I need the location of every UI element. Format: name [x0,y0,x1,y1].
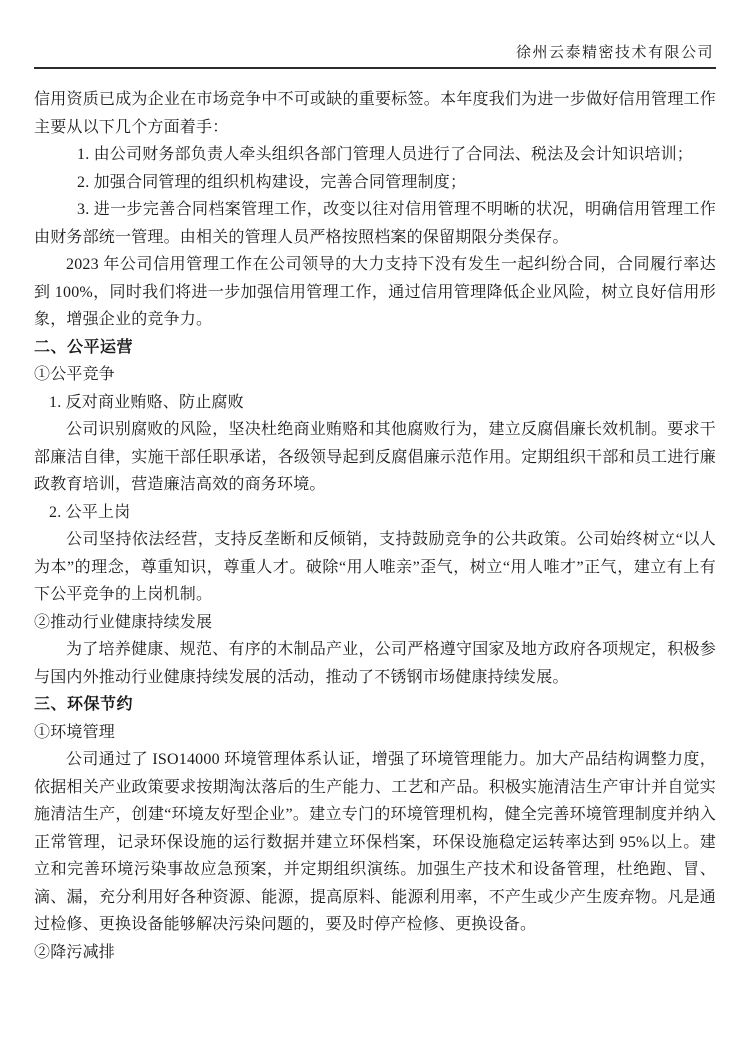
numbered-item-3: 3. 进一步完善合同档案管理工作，改变以往对信用管理不明晰的状况，明确信用管理工作由财务部统一管理。由相关的管理人员严格按照档案的保留期限分类保存。 [34,201,716,246]
subsection-label-fair-competition: ①公平竞争 [34,366,116,383]
paragraph-environment-management: 公司通过了 ISO14000 环境管理体系认证，增强了环境管理能力。加大产品结构调整力度，依据相关产业政策要求按期淘汰落后的生产能力、工艺和产品。积极实施清洁生产审计并自觉实施清洁生产，创建“环境友好型企业”。建立专门的环境管理机构，健全完善环境管理制度并纳入正常管理，记录环保设施的运行数据并建立环保档案，环保设施稳定运转率达到 95%以上。建立和完善环境污染事故应急预案，并定期组织演练。加强生产技术和设备管理，杜绝跑、冒、滴、漏，充分利用好各种资源、能源，提高原料、能源利用率，不产生或少产生废弃物。凡是通过检修、更换设备能够解决污染问题的，要及时停产检修、更换设备。 [34,751,716,933]
subsection-label-environment-management: ①环境管理 [34,723,116,741]
section-heading-environment: 三、环保节约 [34,696,134,713]
paragraph-credit-summary: 2023 年公司信用管理工作在公司领导的大力支持下没有发生一起纠纷合同，合同履行率达到 100%，同时我们将进一步加强信用管理工作，通过信用管理降低企业风险，树立良好信用形象，增强企业的竞争力。 [34,256,716,328]
numbered-subitem-fair-employment: 2. 公平上岗 [49,503,131,521]
paragraph-anti-corruption: 公司识别腐败的风险，坚决杜绝商业贿赂和其他腐败行为，建立反腐倡廉长效机制。要求干部廉洁自律，实施干部任职承诺，各级领导起到反腐倡廉示范作用。定期组织干部和员工进行廉政教育培训，营造廉洁高效的商务环境。 [34,421,716,493]
paragraph-credit-intro: 信用资质已成为企业在市场竞争中不可或缺的重要标签。本年度我们为进一步做好信用管理工作主要从以下几个方面着手： [34,91,716,136]
subsection-label-pollution-reduction: ②降污减排 [34,943,116,961]
paragraph-industry-development: 为了培养健康、规范、有序的木制品产业，公司严格遵守国家及地方政府各项规定，积极参与国内外推动行业健康持续发展的活动，推动了不锈钢市场健康持续发展。 [34,641,716,686]
section-heading-fair-operation: 二、公平运营 [34,338,134,356]
numbered-subitem-anti-bribery: 1. 反对商业贿赂、防止腐败 [49,393,244,411]
numbered-item-2: 2. 加强合同管理的组织机构建设，完善合同管理制度； [77,173,467,191]
subsection-label-industry-development: ②推动行业健康持续发展 [34,613,213,631]
header-company-name: 徐州云泰精密技术有限公司 [515,45,714,61]
paragraph-fair-employment: 公司坚持依法经营，支持反垄断和反倾销，支持鼓励竞争的公共政策。公司始终树立“以人为本”的理念，尊重知识，尊重人才。破除“用人唯亲”歪气，树立“用人唯才”正气，建立有上有下公平竞争的上岗机制。 [34,531,716,603]
numbered-item-1: 1. 由公司财务部负责人牵头组织各部门管理人员进行了合同法、税法及会计知识培训； [77,146,694,163]
header-rule [34,67,716,69]
page-header [34,0,716,69]
document-body [34,86,716,966]
